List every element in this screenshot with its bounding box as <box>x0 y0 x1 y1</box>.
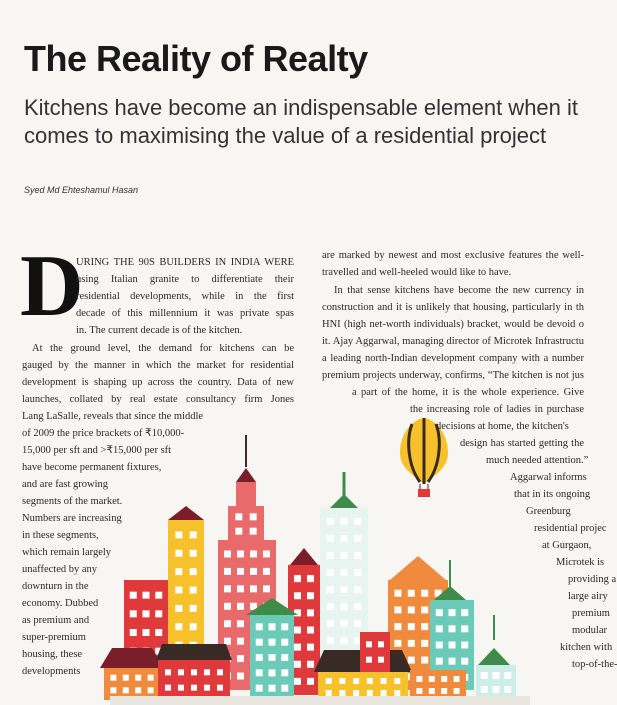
text-line: decade of this millennium it was private spas <box>76 308 294 319</box>
building-window <box>461 642 468 649</box>
building-window <box>436 609 443 616</box>
building-window <box>217 669 223 675</box>
text-line: HNI (high net-worth individuals) bracket, would be devoid o <box>322 319 584 330</box>
text-line: development is shaping up across the country. Data of new <box>22 377 294 388</box>
building-window <box>341 569 348 576</box>
building-window <box>327 637 334 644</box>
building-window <box>421 657 428 664</box>
building-window <box>155 610 162 617</box>
building <box>228 506 264 542</box>
building-window <box>175 605 182 612</box>
building-window <box>281 685 288 692</box>
building-window <box>421 623 428 630</box>
building-window <box>204 685 210 691</box>
building-window <box>250 550 257 557</box>
building-window <box>281 669 288 676</box>
building-window <box>416 688 422 694</box>
building-window <box>408 590 415 597</box>
building-window <box>235 528 242 535</box>
building-window <box>190 550 197 557</box>
building-window <box>294 678 301 685</box>
building-window <box>178 669 184 675</box>
building <box>236 482 256 508</box>
building-window <box>381 690 387 696</box>
building-window <box>327 518 334 525</box>
text-line: Microtek is <box>556 557 605 568</box>
building-window <box>461 625 468 632</box>
text-line: segments of the market. <box>22 496 123 507</box>
building-window <box>354 586 361 593</box>
building-roof <box>156 644 232 660</box>
text-line: of 2009 the price brackets of ₹10,000- <box>22 428 185 439</box>
building-window <box>190 568 197 575</box>
building-window <box>281 639 288 646</box>
building-window <box>191 685 197 691</box>
building-window <box>204 669 210 675</box>
building-window <box>354 535 361 542</box>
building-window <box>281 623 288 630</box>
building-window <box>148 687 154 693</box>
building-window <box>256 669 263 676</box>
building-window <box>341 637 348 644</box>
building-window <box>408 657 415 664</box>
building-window <box>353 678 359 684</box>
building-window <box>294 661 301 668</box>
building-window <box>461 609 468 616</box>
building-window <box>143 629 150 636</box>
building-window <box>421 606 428 613</box>
building-window <box>237 603 244 610</box>
text-line: premium projects underway, confirms, “The kitchen is not jus <box>322 370 584 381</box>
building-window <box>130 592 137 599</box>
building-window <box>326 678 332 684</box>
building-window <box>354 552 361 559</box>
building <box>168 520 204 660</box>
building-window <box>263 550 270 557</box>
building-window <box>436 658 443 665</box>
text-line: launches, collated by real estate consultancy firm Jones <box>22 394 294 405</box>
ground <box>110 696 530 705</box>
building-window <box>123 675 129 681</box>
building-window <box>341 603 348 610</box>
building-window <box>454 676 460 682</box>
building-window <box>250 513 257 520</box>
building-window <box>366 657 372 663</box>
building-window <box>110 675 116 681</box>
building-window <box>294 575 301 582</box>
building-window <box>416 676 422 682</box>
building-window <box>175 550 182 557</box>
text-line: in these segments, <box>22 530 99 541</box>
building-window <box>178 685 184 691</box>
building-window <box>224 620 231 627</box>
building <box>476 665 516 700</box>
text-line: residential projec <box>534 523 607 534</box>
building-window <box>237 638 244 645</box>
building-window <box>307 627 314 634</box>
building-window <box>408 640 415 647</box>
building-window <box>394 640 401 647</box>
building-window <box>191 669 197 675</box>
building-window <box>441 688 447 694</box>
building-window <box>353 690 359 696</box>
building-window <box>135 675 141 681</box>
building-window <box>307 609 314 616</box>
text-line: using Italian granite to differentiate their <box>76 274 294 285</box>
building-window <box>493 686 500 693</box>
text-line: In that sense kitchens have become the new currency in <box>334 285 584 296</box>
building-window <box>354 603 361 610</box>
building-window <box>190 531 197 538</box>
building-window <box>378 657 384 663</box>
building-window <box>381 678 387 684</box>
byline: Syed Md Ehteshamul Hasan <box>24 185 139 195</box>
building-window <box>217 685 223 691</box>
building-window <box>175 568 182 575</box>
text-line: unaffected by any <box>22 564 98 575</box>
building-window <box>493 672 500 679</box>
text-line: modular <box>572 625 607 636</box>
building-window <box>449 658 456 665</box>
text-line: a part of the home, it is the whole experience. Give <box>352 387 584 398</box>
building-window <box>341 586 348 593</box>
building-window <box>143 610 150 617</box>
building-window <box>281 654 288 661</box>
building-window <box>175 623 182 630</box>
building-window <box>354 569 361 576</box>
building-window <box>307 575 314 582</box>
building-window <box>130 610 137 617</box>
building-window <box>449 609 456 616</box>
building-roof <box>330 494 358 508</box>
building-window <box>394 606 401 613</box>
building-window <box>148 675 154 681</box>
building-window <box>190 587 197 594</box>
building-window <box>394 590 401 597</box>
building-window <box>367 690 373 696</box>
building-roof <box>236 468 256 482</box>
building-window <box>250 528 257 535</box>
building-window <box>155 592 162 599</box>
text-line: downturn in the <box>22 581 89 592</box>
building-roof <box>390 556 446 580</box>
building-window <box>454 688 460 694</box>
building-window <box>341 552 348 559</box>
building-window <box>250 585 257 592</box>
building-window <box>269 639 276 646</box>
building-window <box>123 687 129 693</box>
text-line: decisions at home, the kitchen's <box>436 421 569 432</box>
building-window <box>341 518 348 525</box>
building-roof <box>168 506 204 520</box>
text-line: developments <box>22 666 81 677</box>
text-line: Lang LaSalle, reveals that since the middle <box>22 411 204 422</box>
building-window <box>143 592 150 599</box>
text-line: 15,000 per sft and >₹15,000 per sft <box>22 445 172 456</box>
text-line: the increasing role of ladies in purchase <box>410 404 584 415</box>
building-window <box>256 654 263 661</box>
building-window <box>481 686 488 693</box>
building-window <box>429 688 435 694</box>
text-line: construction and it is unlikely that housing, particularly in th <box>322 302 584 313</box>
text-line: much needed attention.” <box>486 455 589 466</box>
building-window <box>256 639 263 646</box>
text-line: Aggarwal informs <box>510 472 587 483</box>
building-window <box>250 568 257 575</box>
text-line: large airy <box>568 591 608 602</box>
text-line: as premium and <box>22 615 90 626</box>
text-line: At the ground level, the demand for kitchens can be <box>32 343 294 354</box>
text-line: design has started getting the <box>460 438 584 449</box>
text-line: a leading north-Indian development company with a number <box>322 353 584 364</box>
building-window <box>224 550 231 557</box>
text-line: at Gurgaon, <box>542 540 592 551</box>
building-window <box>378 641 384 647</box>
building-window <box>269 654 276 661</box>
building-window <box>307 592 314 599</box>
building-window <box>263 585 270 592</box>
building-window <box>367 678 373 684</box>
text-line: Numbers are increasing <box>22 513 122 524</box>
article-subtitle: Kitchens have become an indispensable element when it comes to maximising the value of a residential project <box>24 95 579 148</box>
building-window <box>408 623 415 630</box>
text-line: housing, these <box>22 649 83 660</box>
building-window <box>327 620 334 627</box>
building-window <box>224 585 231 592</box>
building-window <box>237 655 244 662</box>
text-line: it. Ajay Aggarwal, managing director of Microtek Infrastructu <box>322 336 584 347</box>
building-window <box>155 629 162 636</box>
building-window <box>339 690 345 696</box>
building-window <box>461 658 468 665</box>
building-window <box>294 627 301 634</box>
building-window <box>327 586 334 593</box>
building-window <box>294 644 301 651</box>
building-window <box>436 642 443 649</box>
building-window <box>481 672 488 679</box>
building-window <box>341 535 348 542</box>
building-window <box>307 678 314 685</box>
building-window <box>237 585 244 592</box>
building-window <box>327 569 334 576</box>
building <box>360 632 390 672</box>
building-window <box>110 687 116 693</box>
building-window <box>175 587 182 594</box>
text-line: which remain largely <box>22 547 112 558</box>
text-line: providing a <box>568 574 617 585</box>
building-window <box>354 518 361 525</box>
building-window <box>190 623 197 630</box>
text-line: are marked by newest and most exclusive features the well- <box>322 250 584 261</box>
building-window <box>269 669 276 676</box>
building-window <box>436 625 443 632</box>
building-window <box>504 672 511 679</box>
text-line: gauged by the manner in which the market for residential <box>22 360 294 371</box>
text-line: that in its ongoing <box>514 489 591 500</box>
building-window <box>408 606 415 613</box>
building-window <box>263 568 270 575</box>
building <box>158 660 230 700</box>
building-window <box>256 685 263 692</box>
text-line: URING THE 90S BUILDERS IN INDIA WERE <box>76 257 294 268</box>
building-window <box>269 685 276 692</box>
building <box>104 668 160 700</box>
building-window <box>269 623 276 630</box>
text-line: premium <box>572 608 610 619</box>
building-window <box>237 550 244 557</box>
building-window <box>504 686 511 693</box>
building-window <box>327 552 334 559</box>
building-window <box>224 603 231 610</box>
balloon-basket <box>418 489 430 497</box>
article-title: The Reality of Realty <box>24 38 368 79</box>
building-window <box>294 592 301 599</box>
building-window <box>224 638 231 645</box>
building-window <box>307 644 314 651</box>
building-window <box>327 535 334 542</box>
building-window <box>235 513 242 520</box>
building-window <box>327 603 334 610</box>
text-line: residential developments, while in the first <box>76 291 294 302</box>
building-window <box>224 568 231 575</box>
building-window <box>449 642 456 649</box>
drop-cap: D <box>20 238 84 335</box>
text-line: Greenburg <box>526 506 571 517</box>
building-roof <box>478 648 510 665</box>
building-window <box>307 661 314 668</box>
text-line: and are fast growing <box>22 479 109 490</box>
building-window <box>394 690 400 696</box>
building-window <box>394 623 401 630</box>
building-window <box>339 678 345 684</box>
text-line: in. The current decade is of the kitchen. <box>76 325 243 336</box>
building-window <box>326 690 332 696</box>
building-roof <box>290 548 318 565</box>
building-window <box>130 629 137 636</box>
building-window <box>366 641 372 647</box>
building <box>410 670 466 700</box>
building-window <box>237 673 244 680</box>
building-window <box>449 625 456 632</box>
building-window <box>165 685 171 691</box>
building-window <box>421 640 428 647</box>
text-line: top-of-the- <box>572 659 617 670</box>
text-line: economy. Dubbed <box>22 598 99 609</box>
text-line: travelled and well-heeled would like to have. <box>322 267 512 278</box>
building-window <box>341 620 348 627</box>
building-window <box>441 676 447 682</box>
building-window <box>135 687 141 693</box>
building-window <box>237 568 244 575</box>
building-window <box>294 609 301 616</box>
text-line: have become permanent fixtures, <box>22 462 162 473</box>
building-window <box>421 590 428 597</box>
building-window <box>256 623 263 630</box>
building-window <box>165 669 171 675</box>
building-window <box>190 605 197 612</box>
building-window <box>354 620 361 627</box>
text-line: super-premium <box>22 632 86 643</box>
building-window <box>175 531 182 538</box>
text-line: kitchen with <box>560 642 613 653</box>
building-window <box>237 620 244 627</box>
building-window <box>394 678 400 684</box>
building-window <box>429 676 435 682</box>
